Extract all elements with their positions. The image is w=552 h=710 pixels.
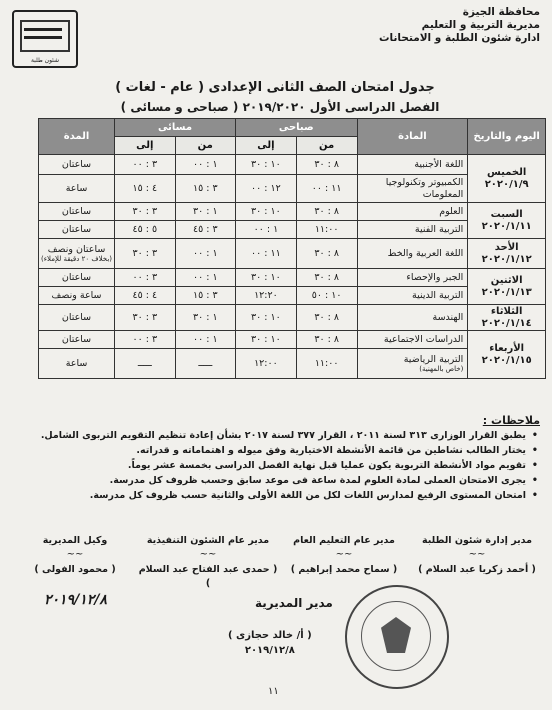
signature-name: ( أحمد زكريا عبد السلام )	[418, 564, 536, 575]
duration-cell: ساعتان	[39, 221, 115, 239]
subject-cell	[357, 349, 468, 379]
day-date: ٢٠٢٠/١/١٥	[481, 354, 532, 366]
evening-to-cell: ـــــ	[115, 349, 176, 379]
header-morning: صباحى	[236, 119, 357, 137]
evening-from-cell: ١ : ٠٠	[175, 331, 236, 349]
duration-cell: ساعة	[39, 175, 115, 203]
header-morning-to: إلى	[236, 137, 297, 155]
morning-from-cell: ٨ : ٣٠	[296, 305, 357, 331]
evening-to-cell: ٣ : ٠٠	[115, 155, 176, 175]
signature-title: وكيل المديرية	[42, 535, 108, 546]
day-name: الخميس	[487, 166, 527, 178]
morning-to-cell: ١٠ : ٣٠	[236, 203, 297, 221]
evening-to-cell: ٤ : ١٥	[115, 175, 176, 203]
morning-from-cell: ٨ : ٣٠	[296, 239, 357, 269]
duration-cell: ساعتان	[39, 155, 115, 175]
evening-from-cell: ١ : ٠٠	[175, 239, 236, 269]
duration-cell: ساعتان	[39, 331, 115, 349]
duration-cell: ساعتان	[39, 305, 115, 331]
signature-title: مدير إدارة شئون الطلبة	[421, 535, 533, 546]
table-row	[39, 239, 546, 269]
evening-from-cell: ١ : ٠٠	[175, 155, 236, 175]
header-evening-to: إلى	[115, 137, 176, 155]
evening-from-cell: ١ : ٠٠	[175, 269, 236, 287]
morning-from-cell: ١١:٠٠	[296, 221, 357, 239]
day-name: الاثنين	[490, 274, 523, 286]
day-cell	[468, 203, 546, 239]
administration-logo	[12, 10, 78, 68]
morning-to-cell: ١٠ : ٣٠	[236, 269, 297, 287]
morning-to-cell: ١٠ : ٣٠	[236, 155, 297, 175]
subject-cell: الدراسات الاجتماعية	[357, 331, 468, 349]
morning-to-cell: ١٠ : ٣٠	[236, 331, 297, 349]
day-name: السبت	[490, 208, 523, 220]
evening-to-cell: ٣ : ٠٠	[115, 269, 176, 287]
evening-from-cell: ١ : ٣٠	[175, 203, 236, 221]
day-cell	[468, 269, 546, 305]
evening-to-cell: ٣ : ٣٠	[115, 203, 176, 221]
schedule-title: جدول امتحان الصف الثانى الإعدادى ( عام - لغات )	[115, 80, 435, 95]
list-item: • يختار الطالب نشاطين من قائمة الأنشطة الاختيارية وفق ميوله و اهتماماته و قدراته.	[6, 443, 526, 458]
day-date: ٢٠٢٠/١/١١	[481, 220, 532, 232]
day-cell	[468, 239, 546, 269]
director-date: ٢٠١٩/١٢/٨	[244, 645, 295, 656]
day-date: ٢٠٢٠/١/١٤	[481, 317, 532, 329]
list-item: • يجرى الامتحان العملى لمادة العلوم لمدة ساعة فى موعد سابق وحسب ظروف كل مدرسة.	[6, 473, 526, 488]
header-morning-from: من	[296, 137, 357, 155]
handwritten-signature: ~~	[199, 549, 217, 560]
morning-from-cell: ٨ : ٣٠	[296, 155, 357, 175]
duration-cell	[39, 239, 115, 269]
page-number: ١١	[268, 686, 279, 697]
handwritten-signature: ~~	[468, 549, 486, 560]
morning-from-cell: ١٠ : ٥٠	[296, 287, 357, 305]
day-date: ٢٠٢٠/١/١٢	[481, 253, 532, 265]
duration-value: ساعتان ونصف	[47, 244, 106, 255]
director-label: مدير المديرية	[255, 596, 333, 610]
official-stamp	[345, 585, 449, 689]
subject-cell: اللغة العربية والخط	[357, 239, 468, 269]
duration-cell: ساعتان	[39, 269, 115, 287]
subject-cell: الكمبيوتر وتكنولوجيا المعلومات	[357, 175, 468, 203]
evening-from-cell: ١ : ٣٠	[175, 305, 236, 331]
morning-from-cell: ٨ : ٣٠	[296, 331, 357, 349]
list-item: • يطبق القرار الوزارى ٣١٣ لسنة ٢٠١١ ، القرار ٣٧٧ لسنة ٢٠١٧ بشأن إعادة تنظيم التقويم التربوى الشامل.	[6, 428, 526, 443]
evening-to-cell: ٣ : ٣٠	[115, 239, 176, 269]
signature-block	[412, 534, 542, 577]
table-row	[39, 331, 546, 349]
handwritten-signature: ~~	[335, 549, 353, 560]
directorate: مديرية التربية و التعليم	[421, 19, 540, 31]
handwritten-date: ٢٠١٩/١٢/٨	[44, 592, 107, 608]
list-item: • امتحان المستوى الرفيع لمدارس اللغات لكل من اللغة الأولى والثانية حسب ظروف كل مدرسة.	[6, 488, 526, 503]
subject-cell: العلوم	[357, 203, 468, 221]
subject-note: (خاص بالمهنية)	[419, 365, 464, 373]
day-date: ٢٠٢٠/١/١٣	[481, 286, 532, 298]
subject-cell: التربية الدينية	[357, 287, 468, 305]
morning-to-cell: ١١ : ٠٠	[236, 239, 297, 269]
morning-to-cell: ١٠ : ٣٠	[236, 305, 297, 331]
header-evening-from: من	[175, 137, 236, 155]
header-subject: المادة	[357, 119, 468, 155]
notes-list	[6, 428, 542, 503]
day-cell	[468, 331, 546, 379]
handwritten-signature: ~~	[66, 549, 84, 560]
table-row	[39, 269, 546, 287]
duration-cell: ساعة	[39, 349, 115, 379]
subject-cell: الجبر والإحصاء	[357, 269, 468, 287]
signature-block	[138, 534, 278, 591]
evening-from-cell: ٣ : ١٥	[175, 287, 236, 305]
evening-to-cell: ٣ : ٣٠	[115, 305, 176, 331]
evening-to-cell: ٣ : ٠٠	[115, 331, 176, 349]
morning-from-cell: ٨ : ٣٠	[296, 203, 357, 221]
evening-from-cell: ٣ : ١٥	[175, 175, 236, 203]
evening-from-cell: ٣ : ٤٥	[175, 221, 236, 239]
evening-from-cell: ـــــ	[175, 349, 236, 379]
morning-from-cell: ١١ : ٠٠	[296, 175, 357, 203]
day-name: الأحد	[494, 241, 519, 253]
schedule-subtitle: الفصل الدراسى الأول ٢٠١٩/٢٠٢٠ ( صباحى و مسائى )	[120, 100, 440, 114]
day-date: ٢٠٢٠/١/٩	[484, 178, 529, 190]
duration-note: (بخلاف ٢٠ دقيقة للإملاء)	[41, 255, 112, 263]
list-item: • تقويم مواد الأنشطة التربوية يكون عمليا قبل نهاية الفصل الدراسى بخمسة عشر يوماً.	[6, 458, 526, 473]
signature-block	[20, 534, 130, 577]
signature-name: ( محمود الفولى )	[34, 564, 116, 575]
morning-to-cell: ١٢ : ٠٠	[236, 175, 297, 203]
day-name: الأربعاء	[489, 342, 525, 354]
evening-to-cell: ٥ : ٤٥	[115, 221, 176, 239]
table-row	[39, 305, 546, 331]
morning-to-cell: ١٢:٢٠	[236, 287, 297, 305]
morning-from-cell: ١١:٠٠	[296, 349, 357, 379]
subject-name: التربية الرياضية	[403, 354, 464, 365]
day-cell	[468, 155, 546, 203]
duration-cell: ساعة ونصف	[39, 287, 115, 305]
duration-cell: ساعتان	[39, 203, 115, 221]
issuer-header	[300, 6, 540, 45]
administration: ادارة شئون الطلبة و الامتحانات	[379, 32, 540, 44]
table-row	[39, 203, 546, 221]
signature-name: ( سماح محمد إبراهيم )	[290, 564, 398, 575]
header-duration: المدة	[39, 119, 115, 155]
subject-cell: التربية الفنية	[357, 221, 468, 239]
table-row	[39, 155, 546, 175]
day-cell	[468, 305, 546, 331]
morning-from-cell: ٨ : ٣٠	[296, 269, 357, 287]
exam-schedule-table	[38, 118, 546, 379]
signature-title: مدير عام الشئون التنفيذية	[146, 535, 270, 546]
subject-cell: الهندسة	[357, 305, 468, 331]
day-name: الثلاثاء	[490, 305, 523, 317]
governorate: محافظة الجيزة	[462, 6, 540, 18]
signature-title: مدير عام التعليم العام	[293, 535, 395, 546]
subject-cell: اللغة الأجنبية	[357, 155, 468, 175]
header-evening: مسائى	[115, 119, 236, 137]
header-day: اليوم والتاريخ	[468, 119, 546, 155]
signature-block	[284, 534, 404, 577]
logo-caption: شئون طلبة	[30, 57, 60, 64]
director-signature	[228, 628, 312, 658]
notes-title: ملاحظات :	[482, 414, 540, 427]
morning-to-cell: ١ : ٠٠	[236, 221, 297, 239]
evening-to-cell: ٤ : ٤٥	[115, 287, 176, 305]
morning-to-cell: ١٢:٠٠	[236, 349, 297, 379]
director-name: ( أ/ خالد حجازى )	[228, 630, 312, 641]
signature-name: ( حمدى عبد الفتاح عبد السلام )	[138, 564, 278, 589]
